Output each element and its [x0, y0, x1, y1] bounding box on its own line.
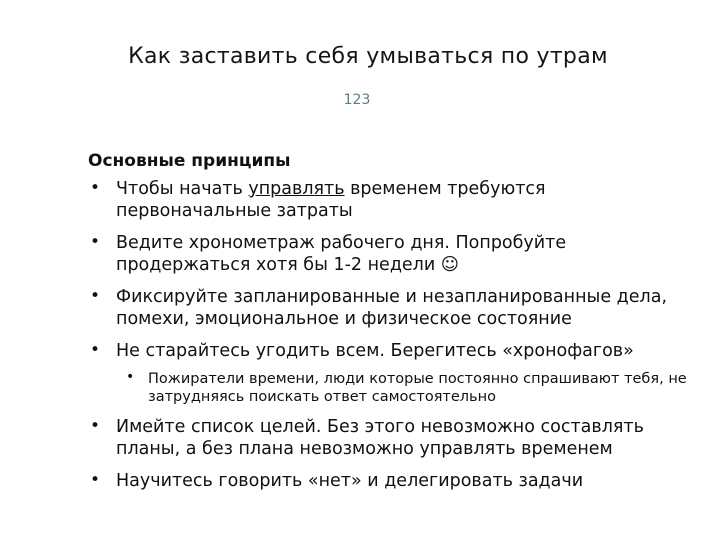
- bullet-list: [88, 178, 698, 492]
- bullet-item-4: [88, 340, 698, 406]
- bullet-text: Не старайтесь угодить всем. Берегитесь «хронофагов»: [116, 341, 634, 361]
- slide-number: 123: [343, 92, 371, 108]
- section-heading: Основные принципы: [88, 151, 291, 171]
- bullet-marker: •: [90, 286, 101, 306]
- bullet-item-6: [88, 470, 698, 492]
- slide-title: Как заставить себя умываться по утрам: [128, 44, 608, 69]
- bullet-text: Ведите хронометраж рабочего дня. Попробуйте продержаться хотя бы 1-2 недели ☺: [116, 233, 567, 275]
- manage-link[interactable]: управлять: [248, 179, 345, 199]
- bullet-item-2: [88, 232, 698, 276]
- bullet-marker: •: [90, 416, 101, 436]
- bullet-item-5: [88, 416, 698, 460]
- bullet-text: Научитесь говорить «нет» и делегировать задачи: [116, 471, 584, 491]
- bullet-item-3: [88, 286, 698, 330]
- sub-bullet-marker: •: [126, 369, 135, 385]
- sub-bullet-text: Пожиратели времени, люди которые постоянно спрашивают тебя, не затрудняясь поискать ответ самостоятельно: [148, 371, 687, 405]
- bullet-item-1: [88, 178, 698, 222]
- bullet-marker: •: [90, 470, 101, 490]
- bullet-marker: •: [90, 178, 101, 198]
- bullet-text-start: Чтобы начать: [116, 179, 249, 199]
- bullet-text-end: временем требуются первоначальные затраты: [116, 179, 546, 221]
- bullet-text: Фиксируйте запланированные и незапланированные дела, помехи, эмоциональное и физическое состояние: [116, 287, 668, 329]
- sub-bullet-item: [116, 370, 698, 406]
- bullet-text: Имейте список целей. Без этого невозможно составлять планы, а без плана невозможно управлять временем: [116, 417, 644, 459]
- bullet-marker: •: [90, 340, 101, 360]
- slide-content: [88, 150, 698, 502]
- sub-bullet-list: [116, 370, 698, 406]
- bullet-marker: •: [90, 232, 101, 252]
